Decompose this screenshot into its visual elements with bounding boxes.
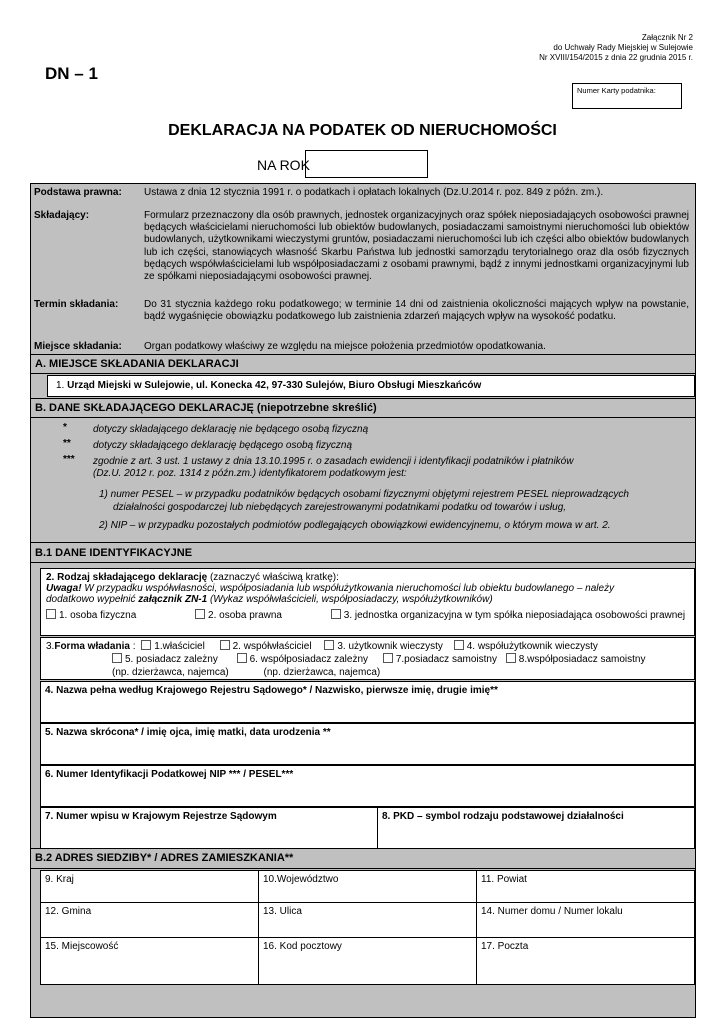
filer-label: Składający: [34, 210, 90, 221]
section-a-title: A. MIEJSCE SKŁADANIA DEKLARACJI [35, 358, 239, 370]
checkbox-icon [454, 640, 464, 650]
street-label: 13. Ulica [263, 906, 302, 917]
option-natural-person[interactable] [46, 610, 136, 621]
city-field[interactable] [40, 937, 259, 985]
nip-pesel-field[interactable] [40, 765, 695, 807]
krs-label: 7. Numer wpisu w Krajowym Rejestrze Sądowym [45, 811, 277, 822]
ownership-form-label: Forma władania [54, 641, 130, 652]
short-name-label: 5. Nazwa skrócona* / imię ojca, imię matki, data urodzenia ** [45, 727, 331, 738]
street-field[interactable] [258, 902, 477, 938]
declaration-form [30, 183, 696, 1018]
option-perpetual-co-user[interactable] [454, 641, 598, 652]
attachment-line: Nr XVIII/154/2015 z dnia 22 grudnia 2015 r. [539, 53, 693, 62]
divider [31, 417, 695, 418]
section-b-title: B. DANE SKŁADAJĄCEGO DEKLARACJĘ (niepotrzebne skreślić) [35, 402, 377, 414]
divider [31, 868, 695, 869]
option-independent-holder[interactable] [383, 654, 497, 665]
filer-text: Formularz przeznaczony dla osób prawnych, jednostek organizacyjnych oraz spółek nieposiadających osobowości prawnej będących właścicielami nieruchomości lub obiektów budowlanych, posiadaczami samoistnymi nieruchomości lub obiektów budowlanych, użytkownikami wieczystymi gruntów, posiadaczami nieruchomości lub ich części albo obiektów budowlanych lub ich części, stanowiących własność Skarbu Państwa lub jednostki samorządu terytorialnego oraz dla osób fizycznych będących współwłaścicielami lub współposiadaczami z osobami prawnymi, bądź z innymi jednostkami organizacyjnymi lub ze spółkami nieposiadającymi osobowości prawnej. [144, 210, 689, 283]
house-number-field[interactable] [476, 902, 695, 938]
deadline-label: Termin składania: [34, 299, 119, 310]
section-b1-title: B.1 DANE IDENTYFIKACYJNE [35, 547, 193, 559]
colon: : [129, 641, 136, 652]
ownership-form-field [40, 637, 695, 680]
filing-place-number: 1. [56, 380, 65, 391]
post-office-field[interactable] [476, 937, 695, 985]
option-label: 1. osoba fizyczna [59, 610, 137, 621]
postal-code-label: 16. Kod pocztowy [263, 941, 342, 952]
checkbox-icon [141, 640, 151, 650]
option-label: 5. posiadacz zależny [125, 654, 218, 665]
checkbox-icon [112, 653, 122, 663]
note-text: (Dz.U. 2012 r. poz. 1314 z późn.zm.) identyfikatorem podatkowym jest: [93, 468, 407, 479]
house-number-label: 14. Numer domu / Numer lokalu [481, 906, 623, 917]
option-org-unit[interactable] [331, 610, 685, 621]
postal-code-field[interactable] [258, 937, 477, 985]
checkbox-icon [506, 653, 516, 663]
krs-field[interactable] [40, 807, 378, 849]
county-label: 11. Powiat [481, 874, 527, 885]
option-label: 3. użytkownik wieczysty [337, 641, 443, 652]
checkbox-icon [324, 640, 334, 650]
divider [31, 398, 695, 399]
warning-text: (Wykaz współwłaścicieli, współposiadaczy, współużytkowników) [207, 594, 493, 605]
option-label: 2. osoba prawna [208, 610, 282, 621]
option-dependent-holder[interactable] [112, 654, 218, 665]
note-point: działalności gospodarczej lub niebędących zarejestrowanymi podatnikami podatku od towarów i usług, [113, 502, 567, 513]
checkbox-icon [195, 609, 205, 619]
note-mark: *** [63, 454, 75, 465]
filing-place-text: Urząd Miejski w Sulejowie, ul. Konecka 42, 97-330 Sulejów, Biuro Obsługi Mieszkańców [67, 380, 482, 391]
option-legal-person[interactable] [195, 610, 282, 621]
option-label: 3. jednostka organizacyjna w tym spółka nieposiadająca osobowości prawnej [343, 610, 686, 621]
country-label: 9. Kraj [45, 874, 74, 885]
form-code: DN – 1 [45, 64, 98, 83]
attachment-note [373, 33, 693, 63]
county-field[interactable] [476, 870, 695, 903]
legal-basis-text: Ustawa z dnia 12 stycznia 1991 r. o podatkach i opłatach lokalnych (Dz.U.2014 r. poz. 849 z późn. zm.). [144, 187, 604, 198]
filer-type-hint: (zaznaczyć właściwą kratkę): [207, 572, 339, 583]
option-label: 6. współposiadacz zależny [249, 654, 369, 665]
note-point: 1) numer PESEL – w przypadku podatników będących osobami fizycznymi objętymi rejestrem PESEL nieprowadzących [99, 489, 629, 500]
divider [31, 354, 695, 355]
voivodeship-field[interactable] [258, 870, 477, 903]
attachment-ref: załącznik ZN-1 [138, 594, 208, 605]
note-point: 2) NIP – w przypadku pozostałych podmiotów podlegających obowiązkowi ewidencyjnemu, o którym mowa w art. 2. [99, 520, 611, 531]
legal-basis-label: Podstawa prawna: [34, 187, 122, 198]
full-name-field[interactable] [40, 681, 695, 723]
note-mark: ** [63, 438, 71, 449]
taxpayer-card-label: Numer Karty podatnika: [577, 86, 656, 95]
option-owner[interactable] [141, 641, 205, 652]
deadline-text: Do 31 stycznia każdego roku podatkowego; w terminie 14 dni od zaistnienia okoliczności mających wpływ na powstanie, bądź wygaśnięcie obowiązku podatkowego lub zaistnienia zdarzeń mających wpływ na wysokość podatku. [144, 299, 689, 322]
note-text: dotyczy składającego deklarację będącego osobą fizyczną [93, 440, 353, 451]
place-label: Miejsce składania: [34, 341, 122, 352]
option-label: 2. współwłaściciel [232, 641, 312, 652]
divider [31, 562, 695, 563]
option-note: (np. dzierżawca, najemca) [112, 667, 229, 678]
option-label: 7.posiadacz samoistny [395, 654, 497, 665]
checkbox-icon [237, 653, 247, 663]
divider [31, 848, 695, 849]
municipality-field[interactable] [40, 902, 259, 938]
warning-label: Uwaga! [46, 583, 82, 594]
attachment-line: Załącznik Nr 2 [641, 33, 693, 42]
nip-pesel-label: 6. Numer Identyfikacji Podatkowej NIP *** / PESEL*** [45, 769, 294, 780]
option-dependent-co-holder[interactable] [237, 654, 368, 665]
municipality-label: 12. Gmina [45, 906, 92, 917]
place-text: Organ podatkowy właściwy ze względu na miejsce położenia przedmiotów opodatkowania. [144, 341, 546, 352]
filing-place-field [47, 375, 695, 397]
checkbox-icon [220, 640, 230, 650]
checkbox-icon [383, 653, 393, 663]
option-note: (np. dzierżawca, najemca) [263, 667, 381, 678]
city-label: 15. Miejscowość [45, 941, 119, 952]
divider [31, 542, 695, 543]
note-text: dotyczy składającego deklarację nie będącego osobą fizyczną [93, 424, 369, 435]
short-name-field[interactable] [40, 723, 695, 765]
option-label: 8.współposiadacz samoistny [518, 654, 646, 665]
field-number: 3. [46, 641, 55, 652]
note-text: zgodnie z art. 3 ust. 1 ustawy z dnia 13.10.1995 r. o zasadach ewidencji i identyfikacji podatników i płatników [93, 456, 574, 467]
full-name-label: 4. Nazwa pełna według Krajowego Rejestru Sądowego* / Nazwisko, pierwsze imię, drugie imię** [45, 685, 498, 696]
option-independent-co-holder[interactable] [506, 654, 646, 665]
year-label: NA ROK [257, 157, 310, 173]
section-b2-title: B.2 ADRES SIEDZIBY* / ADRES ZAMIESZKANIA** [35, 852, 294, 864]
country-field[interactable] [40, 870, 259, 903]
filer-type-field [40, 568, 695, 636]
option-perpetual-user[interactable] [324, 641, 443, 652]
taxpayer-card-field[interactable] [572, 83, 682, 109]
post-office-label: 17. Poczta [481, 941, 529, 952]
warning-text: W przypadku współwłasności, współposiadania lub współużytkowania nieruchomości lub obiektu budowlanego – należy [81, 583, 615, 594]
note-mark: * [63, 422, 67, 433]
filer-type-label: 2. Rodzaj składającego deklarację [46, 572, 208, 583]
option-label: 4. współużytkownik wieczysty [466, 641, 598, 652]
attachment-line: do Uchwały Rady Miejskiej w Sulejowie [553, 43, 693, 52]
voivodeship-label: 10.Województwo [263, 874, 339, 885]
divider [31, 373, 695, 374]
checkbox-icon [331, 609, 341, 619]
pkd-field[interactable] [377, 807, 695, 849]
checkbox-icon [46, 609, 56, 619]
year-field[interactable] [305, 150, 428, 178]
page-title: DEKLARACJA NA PODATEK OD NIERUCHOMOŚCI [168, 122, 557, 139]
warning-text: dodatkowo wypełnić [46, 594, 139, 605]
pkd-label: 8. PKD – symbol rodzaju podstawowej działalności [382, 811, 624, 822]
option-co-owner[interactable] [220, 641, 312, 652]
option-label: 1.właściciel [154, 641, 205, 652]
